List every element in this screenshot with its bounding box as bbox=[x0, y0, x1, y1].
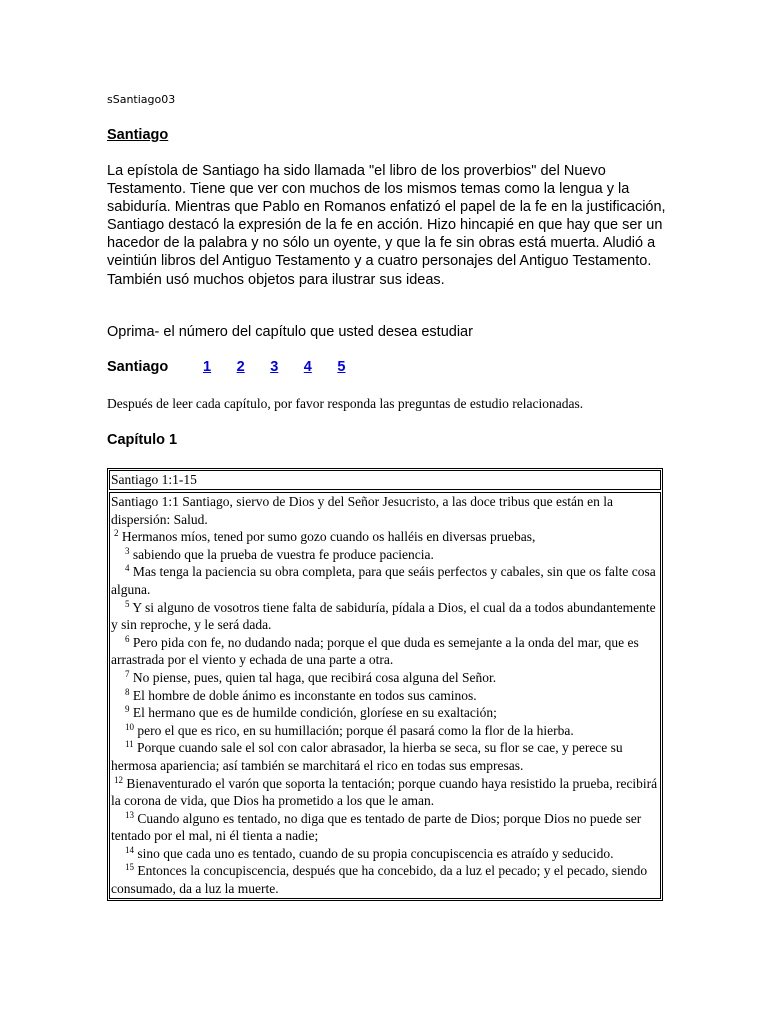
verse-text: sabiendo que la prueba de vuestra fe produce paciencia. bbox=[129, 546, 434, 562]
verse-text: El hermano que es de humilde condición, gloríese en su exaltación; bbox=[129, 705, 497, 721]
verse-number: 8 bbox=[125, 686, 130, 697]
intro-paragraph: La epístola de Santiago ha sido llamada "el libro de los proverbios" del Nuevo Testamento. Tiene que ver con muchos de los mismos temas como la lengua y la sabiduría. Mientras que Pablo en Romanos enfatizó el papel de la fe en la justificación, Santiago destacó la expresión de la fe en acción. Hizo hincapié en que hay que ser un hacedor de la palabra y no sólo un oyente, y que la fe sin obras está muerta. Aludió a veintiún libros del Antiguo Testamento y a cuatro personajes del Antiguo Testamento. También usó muchos objetos para ilustrar sus ideas. bbox=[107, 163, 666, 288]
verse-text: pero el que es rico, en su humillación; porque él pasará como la flor de la hierba. bbox=[134, 722, 574, 738]
verse-14 bbox=[111, 845, 659, 863]
verse-text: sino que cada uno es tentado, cuando de su propia concupiscencia es atraído y seducido. bbox=[134, 845, 614, 861]
verse-7 bbox=[111, 669, 659, 687]
verse-text: Bienaventurado el varón que soporta la tentación; porque cuando haya resistido la prueba, recibirá la corona de vida, que Dios ha prometido a los que le aman. bbox=[111, 775, 658, 809]
verse-11 bbox=[111, 739, 659, 774]
verse-12 bbox=[111, 775, 659, 810]
verse-text: Porque cuando sale el sol con calor abrasador, la hierba se seca, su flor se cae, y perece su hermosa apariencia; así también se marchitará el rico en todas sus empresas. bbox=[111, 740, 623, 773]
verse-text: Mas tenga la paciencia su obra completa, para que seáis perfectos y cabales, sin que os falte cosa alguna. bbox=[111, 564, 656, 597]
chapter-link-2[interactable]: 2 bbox=[236, 359, 245, 375]
verse-number: 10 bbox=[125, 721, 134, 732]
verse-text: Y si alguno de vosotros tiene falta de sabiduría, pídala a Dios, el cual da a todos abundantemente y sin reproche, y le será dada. bbox=[111, 599, 656, 633]
verse-text: El hombre de doble ánimo es inconstante en todos sus caminos. bbox=[129, 687, 477, 703]
verse-3 bbox=[111, 546, 659, 564]
verse-text: No piense, pues, quien tal haga, que recibirá cosa alguna del Señor. bbox=[129, 669, 497, 685]
chapter-nav bbox=[107, 359, 371, 375]
verse-number: 3 bbox=[125, 545, 130, 556]
verse-number: 5 bbox=[125, 598, 130, 609]
verse-number: 11 bbox=[125, 739, 134, 750]
chapter-link-5[interactable]: 5 bbox=[337, 359, 346, 375]
verse-number: 14 bbox=[125, 844, 134, 855]
verse-number: 15 bbox=[125, 862, 134, 873]
passage-body bbox=[109, 492, 661, 899]
verse-number: 6 bbox=[125, 633, 130, 644]
verse-4 bbox=[111, 563, 659, 598]
chapter-heading: Capítulo 1 bbox=[107, 432, 178, 448]
verse-6 bbox=[111, 634, 659, 669]
verse-text: Entonces la concupiscencia, después que ha concebido, da a luz el pecado; y el pecado, siendo consumado, da a luz la muerte. bbox=[111, 863, 648, 897]
verse-15 bbox=[111, 862, 659, 897]
verse-number: 13 bbox=[125, 809, 134, 820]
verse-text: Santiago 1:1 Santiago, siervo de Dios y del Señor Jesucristo, a las doce tribus que están en la dispersión: Salud. bbox=[111, 494, 614, 527]
verse-10 bbox=[111, 722, 659, 740]
verse-text: Hermanos míos, tened por sumo gozo cuando os halléis en diversas pruebas, bbox=[118, 529, 536, 545]
verse-number: 4 bbox=[125, 563, 130, 574]
verse-number: 2 bbox=[114, 528, 119, 539]
verse-text: Pero pida con fe, no dudando nada; porque el que duda es semejante a la onda del mar, que es arrastrada por el viento y echada de una parte a otra. bbox=[111, 634, 639, 668]
chapter-link-3[interactable]: 3 bbox=[270, 359, 279, 375]
verse-2 bbox=[111, 528, 659, 546]
page-title: Santiago bbox=[107, 127, 169, 143]
verse-8 bbox=[111, 687, 659, 705]
study-note: Después de leer cada capítulo, por favor responda las preguntas de estudio relacionadas. bbox=[107, 396, 584, 411]
chapter-nav-label: Santiago bbox=[107, 359, 169, 375]
verse-1 bbox=[111, 493, 659, 528]
verse-text: Cuando alguno es tentado, no diga que es tentado de parte de Dios; porque Dios no puede ser tentado por el mal, ni él tienta a nadie; bbox=[111, 810, 642, 844]
document-id: sSantiago03 bbox=[107, 93, 176, 106]
chapter-prompt: Oprima- el número del capítulo que usted desea estudiar bbox=[107, 324, 473, 340]
chapter-link-1[interactable]: 1 bbox=[203, 359, 212, 375]
verse-number: 12 bbox=[114, 774, 123, 785]
chapter-link-4[interactable]: 4 bbox=[303, 359, 312, 375]
verse-number: 9 bbox=[125, 704, 130, 715]
verse-5 bbox=[111, 599, 659, 634]
passage-reference: Santiago 1:1-15 bbox=[109, 470, 661, 490]
verse-number: 7 bbox=[125, 668, 130, 679]
verse-13 bbox=[111, 810, 659, 845]
verse-9 bbox=[111, 704, 659, 722]
passage-table bbox=[107, 468, 663, 901]
